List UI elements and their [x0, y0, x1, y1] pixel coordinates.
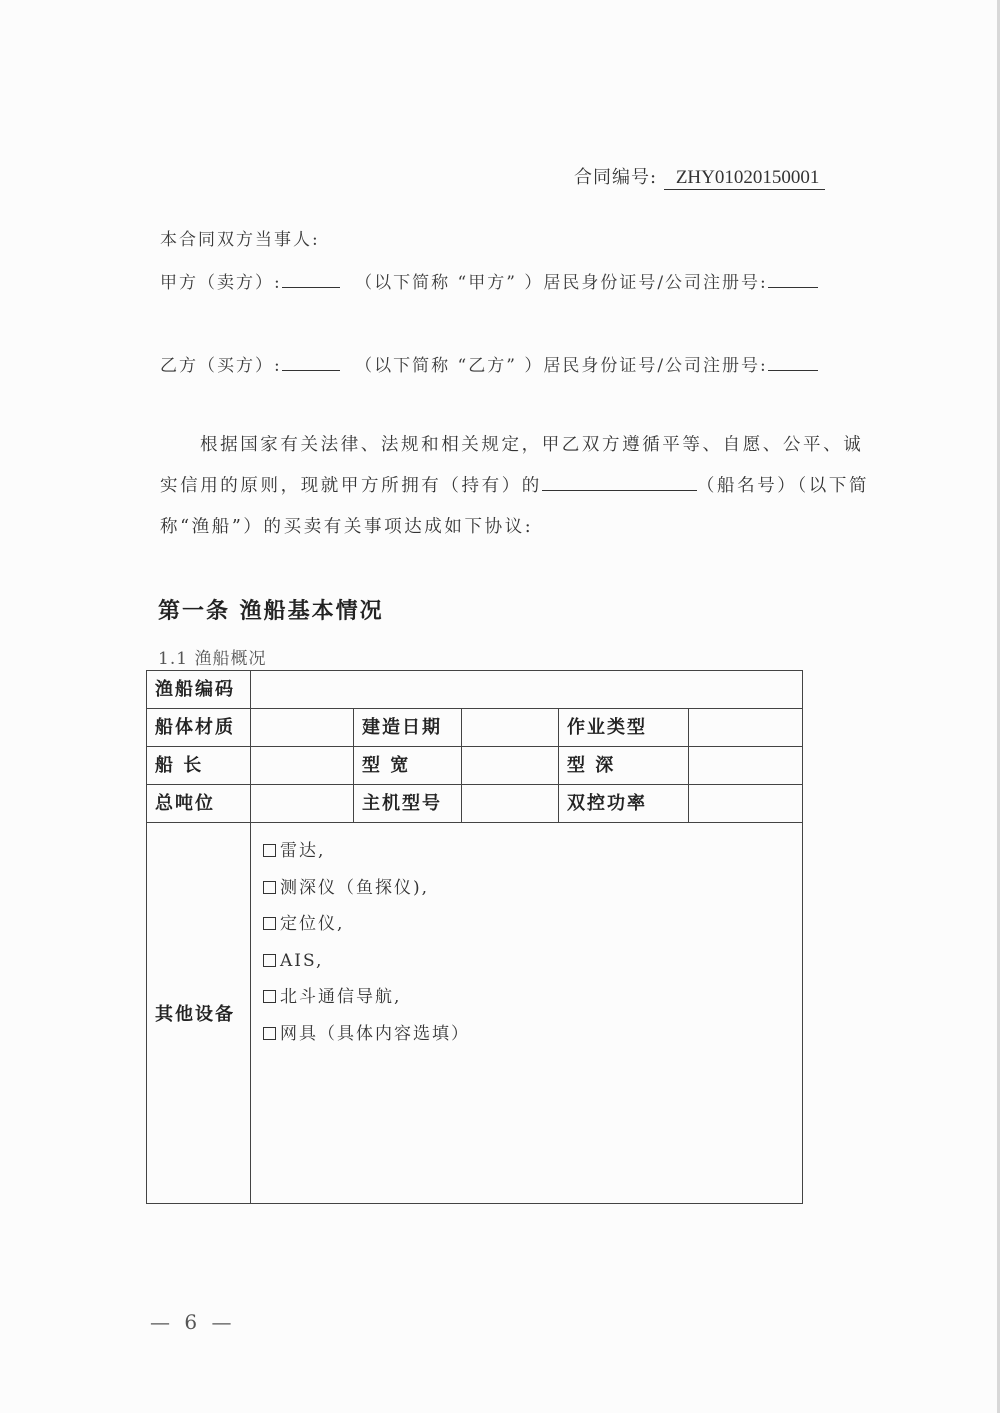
party-b-id-blank[interactable] — [768, 356, 818, 371]
list-item[interactable]: 测深仪（鱼探仪), — [263, 870, 794, 907]
breadth-value[interactable] — [462, 747, 559, 785]
dual-control-power-label: 双控功率 — [559, 785, 689, 823]
preamble — [160, 425, 874, 548]
table-row — [147, 709, 803, 747]
section-1-1-title: 1.1 渔船概况 — [158, 649, 267, 669]
checkbox[interactable] — [263, 917, 276, 930]
equipment-list — [259, 827, 794, 1052]
gross-tonnage-label: 总吨位 — [147, 785, 251, 823]
hull-material-label: 船体材质 — [147, 709, 251, 747]
other-equipment-cell — [251, 823, 803, 1204]
dual-control-power-value[interactable] — [689, 785, 803, 823]
table-row — [147, 671, 803, 709]
table-row — [147, 823, 803, 1204]
party-b-line — [160, 351, 818, 376]
other-equipment-label: 其他设备 — [147, 823, 251, 1204]
party-a-id-blank[interactable] — [768, 273, 818, 288]
list-item[interactable]: AIS, — [263, 943, 794, 980]
party-a-note: （以下简称 “甲方” ）居民身份证号/公司注册号: — [355, 273, 768, 293]
checkbox[interactable] — [263, 954, 276, 967]
contract-number — [574, 163, 825, 190]
hull-material-value[interactable] — [251, 709, 354, 747]
page-number: — 6 — — [150, 1310, 236, 1334]
vessel-name-blank[interactable] — [542, 476, 697, 491]
list-item[interactable]: 定位仪, — [263, 906, 794, 943]
article-1-title: 第一条 渔船基本情况 — [158, 598, 384, 624]
build-date-value[interactable] — [462, 709, 559, 747]
checkbox[interactable] — [263, 990, 276, 1003]
checkbox[interactable] — [263, 1027, 276, 1040]
list-item[interactable]: 北斗通信导航, — [263, 979, 794, 1016]
build-date-label: 建造日期 — [354, 709, 462, 747]
depth-label: 型 深 — [559, 747, 689, 785]
gross-tonnage-value[interactable] — [251, 785, 354, 823]
length-label: 船 长 — [147, 747, 251, 785]
list-item[interactable]: 雷达, — [263, 833, 794, 870]
parties-intro: 本合同双方当事人: — [160, 230, 320, 250]
contract-number-value: ZHY01020150001 — [664, 167, 826, 190]
checkbox[interactable] — [263, 881, 276, 894]
party-b-name-blank[interactable] — [282, 356, 340, 371]
party-b-label: 乙方（买方）: — [160, 356, 282, 376]
party-b-note: （以下简称 “乙方” ）居民身份证号/公司注册号: — [355, 356, 768, 376]
checkbox[interactable] — [263, 844, 276, 857]
vessel-code-value[interactable] — [251, 671, 803, 709]
table-row — [147, 747, 803, 785]
preamble-text-2: （船名号）（以下简称“渔船”）的买卖有关事项达成如下协议: — [160, 476, 870, 537]
depth-value[interactable] — [689, 747, 803, 785]
party-a-label: 甲方（卖方）: — [160, 273, 282, 293]
party-a-line — [160, 268, 818, 293]
operation-type-value[interactable] — [689, 709, 803, 747]
engine-model-label: 主机型号 — [354, 785, 462, 823]
party-a-name-blank[interactable] — [282, 273, 340, 288]
breadth-label: 型 宽 — [354, 747, 462, 785]
table-row — [147, 785, 803, 823]
contract-number-label: 合同编号: — [574, 167, 658, 188]
vessel-code-label: 渔船编码 — [147, 671, 251, 709]
engine-model-value[interactable] — [462, 785, 559, 823]
length-value[interactable] — [251, 747, 354, 785]
vessel-info-table — [146, 670, 803, 1204]
preamble-text-1: 根据国家有关法律、法规和相关规定，甲乙双方遵循平等、自愿、公平、诚实信用的原则，现就甲方所拥有（持有）的 — [160, 435, 864, 496]
list-item[interactable]: 网具（具体内容选填） — [263, 1016, 794, 1053]
operation-type-label: 作业类型 — [559, 709, 689, 747]
